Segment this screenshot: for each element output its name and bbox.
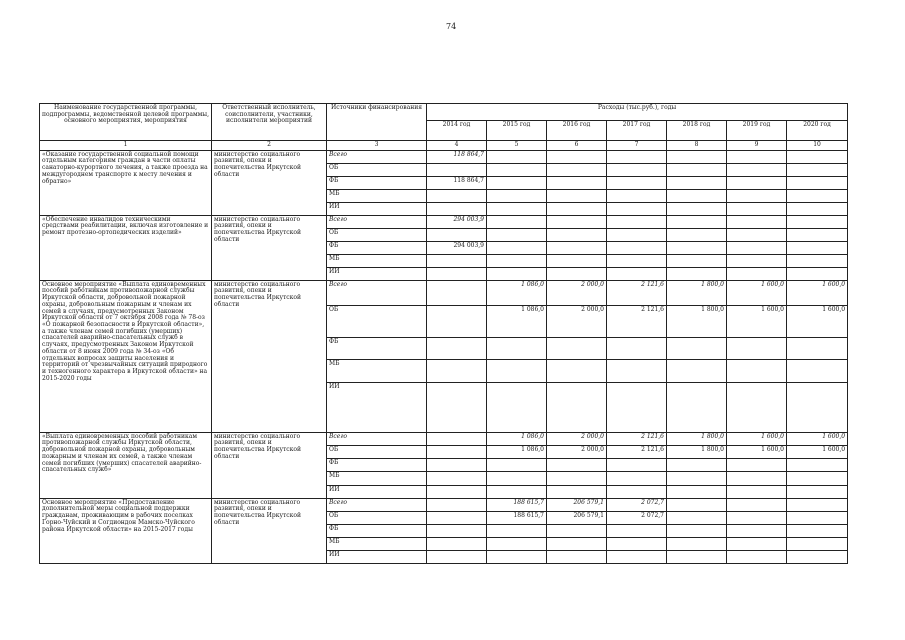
value-cell — [727, 537, 787, 550]
value-cell — [427, 202, 487, 215]
executor: министерство социального развития, опеки и попечительства Иркутской области — [212, 280, 327, 432]
value-cell — [787, 176, 848, 189]
value-cell — [667, 241, 727, 254]
value-cell — [427, 382, 487, 432]
value-cell: 2 121,6 — [607, 280, 667, 305]
value-cell: 1 600,0 — [727, 305, 787, 337]
value-cell — [547, 202, 607, 215]
value-cell — [487, 254, 547, 267]
value-cell — [607, 254, 667, 267]
value-cell — [487, 150, 547, 163]
funding-source-label: ИИ — [327, 267, 427, 280]
value-cell — [487, 337, 547, 359]
program-name: «Выплата единовременных пособий работникам противопожарной службы Иркутской области, добровольной пожарной охраны, добровольным пожарным и членам их семей, а также членам семей погибших (умерших) спасателей аварийно-спасательных служб» — [40, 432, 212, 498]
value-cell — [607, 537, 667, 550]
value-cell — [547, 267, 607, 280]
value-cell — [787, 485, 848, 498]
column-number: 5 — [487, 141, 547, 151]
value-cell — [427, 524, 487, 537]
value-cell — [727, 241, 787, 254]
value-cell — [427, 471, 487, 485]
funding-source-label: ИИ — [327, 550, 427, 563]
executor: министерство социального развития, опеки и попечительства Иркутской области — [212, 150, 327, 215]
value-cell: 2 121,6 — [607, 305, 667, 337]
value-cell — [607, 458, 667, 471]
funding-source-label: ФБ — [327, 241, 427, 254]
column-number: 9 — [727, 141, 787, 151]
value-cell — [427, 359, 487, 382]
funding-source-label: ФБ — [327, 458, 427, 471]
value-cell — [427, 254, 487, 267]
value-cell — [787, 189, 848, 202]
value-cell — [427, 280, 487, 305]
value-cell — [667, 337, 727, 359]
value-cell — [487, 471, 547, 485]
value-cell — [547, 189, 607, 202]
table-row — [40, 432, 848, 445]
value-cell — [607, 550, 667, 563]
value-cell: 2 000,0 — [547, 280, 607, 305]
funding-source-label: МБ — [327, 471, 427, 485]
funding-source-label: Всего — [327, 280, 427, 305]
value-cell — [667, 458, 727, 471]
value-cell — [607, 176, 667, 189]
value-cell — [727, 382, 787, 432]
column-number: 8 — [667, 141, 727, 151]
value-cell — [667, 382, 727, 432]
value-cell — [607, 241, 667, 254]
funding-source-label: Всего — [327, 150, 427, 163]
value-cell — [607, 382, 667, 432]
year-header: 2018 год — [667, 121, 727, 141]
value-cell — [667, 163, 727, 176]
value-cell — [787, 550, 848, 563]
value-cell — [727, 524, 787, 537]
value-cell: 1 600,0 — [787, 432, 848, 445]
value-cell — [787, 382, 848, 432]
value-cell — [547, 176, 607, 189]
value-cell — [787, 359, 848, 382]
value-cell — [727, 511, 787, 524]
value-cell — [667, 498, 727, 511]
value-cell — [787, 524, 848, 537]
table-row — [40, 150, 848, 163]
value-cell — [667, 511, 727, 524]
value-cell — [667, 228, 727, 241]
column-number: 4 — [427, 141, 487, 151]
column-number: 3 — [327, 141, 427, 151]
value-cell — [607, 471, 667, 485]
value-cell — [727, 471, 787, 485]
value-cell — [487, 163, 547, 176]
value-cell — [607, 228, 667, 241]
header-expenses: Расходы (тыс.руб.), годы — [427, 104, 848, 121]
header-source: Источники финансирования — [327, 104, 427, 141]
value-cell — [787, 254, 848, 267]
program-name: Основное мероприятие «Выплата единовременных пособий работникам противопожарной службы Иркутской области, добровольной пожарной охраны, добровольным пожарным и членам их семей в случаях, предусмотренных Законом Иркутской области от 7 октября 2008 года № 78-оз «О пожарной безопасности в Иркутской области», а также членам семей погибших (умерших) спасателей аварийно-спасательных служб в случаях, предусмотренных Законом Иркутской области от 8 июня 2009 года № 34-оз «Об отдельных вопросах защиты населения и территорий от чрезвычайных ситуаций природного и техногенного характера в Иркутской области» на 2015-2020 годы — [40, 280, 212, 432]
funding-source-label: ОБ — [327, 445, 427, 458]
value-cell — [427, 432, 487, 445]
value-cell: 1 600,0 — [727, 432, 787, 445]
value-cell — [487, 537, 547, 550]
value-cell — [727, 150, 787, 163]
value-cell — [547, 150, 607, 163]
table-row — [40, 280, 848, 305]
value-cell — [427, 550, 487, 563]
funding-source-label: Всего — [327, 432, 427, 445]
table-row — [40, 215, 848, 228]
value-cell — [547, 241, 607, 254]
value-cell — [487, 215, 547, 228]
value-cell — [787, 163, 848, 176]
value-cell — [547, 254, 607, 267]
value-cell — [607, 359, 667, 382]
value-cell — [667, 537, 727, 550]
executor: министерство социального развития, опеки и попечительства Иркутской области — [212, 432, 327, 498]
value-cell — [787, 150, 848, 163]
value-cell — [487, 485, 547, 498]
funding-source-label: ИИ — [327, 485, 427, 498]
value-cell — [487, 202, 547, 215]
value-cell — [727, 267, 787, 280]
value-cell — [547, 382, 607, 432]
funding-source-label: МБ — [327, 359, 427, 382]
value-cell: 2 000,0 — [547, 445, 607, 458]
value-cell — [787, 511, 848, 524]
value-cell — [667, 215, 727, 228]
value-cell: 1 800,0 — [667, 432, 727, 445]
funding-source-label: ИИ — [327, 382, 427, 432]
value-cell — [667, 254, 727, 267]
value-cell: 188 615,7 — [487, 511, 547, 524]
value-cell — [427, 267, 487, 280]
value-cell — [667, 485, 727, 498]
value-cell — [667, 189, 727, 202]
value-cell — [727, 189, 787, 202]
header-executor: Ответственный исполнитель, соисполнители, участники, исполнители мероприятий — [212, 104, 327, 141]
value-cell — [667, 550, 727, 563]
value-cell — [547, 228, 607, 241]
value-cell: 1 600,0 — [787, 280, 848, 305]
funding-source-label: ОБ — [327, 163, 427, 176]
value-cell: 2 072,7 — [607, 511, 667, 524]
value-cell: 1 086,0 — [487, 445, 547, 458]
value-cell: 206 579,1 — [547, 498, 607, 511]
value-cell — [487, 382, 547, 432]
value-cell — [427, 163, 487, 176]
value-cell — [727, 337, 787, 359]
value-cell — [487, 189, 547, 202]
funding-source-label: ФБ — [327, 337, 427, 359]
year-header: 2019 год — [727, 121, 787, 141]
value-cell: 2 000,0 — [547, 305, 607, 337]
column-number: 2 — [212, 141, 327, 151]
funding-source-label: ОБ — [327, 228, 427, 241]
value-cell — [547, 550, 607, 563]
value-cell — [667, 150, 727, 163]
column-number: 1 — [40, 141, 212, 151]
value-cell: 118 864,7 — [427, 176, 487, 189]
page-number: 74 — [446, 22, 457, 31]
value-cell — [547, 485, 607, 498]
value-cell — [607, 150, 667, 163]
column-number: 10 — [787, 141, 848, 151]
value-cell — [487, 550, 547, 563]
year-header: 2015 год — [487, 121, 547, 141]
value-cell — [787, 228, 848, 241]
program-name: Основное мероприятие «Предоставление дополнительной меры социальной поддержки гражданам, проживающим в рабочих поселках Горно-Чуйский и Согдиондон Мамско-Чуйского района Иркутской области» на 2015-2017 годы — [40, 498, 212, 563]
value-cell — [607, 485, 667, 498]
value-cell — [667, 202, 727, 215]
budget-table — [39, 103, 848, 564]
year-header: 2017 год — [607, 121, 667, 141]
value-cell: 2 072,7 — [607, 498, 667, 511]
value-cell — [487, 176, 547, 189]
value-cell: 2 121,6 — [607, 445, 667, 458]
value-cell: 188 615,7 — [487, 498, 547, 511]
column-number: 7 — [607, 141, 667, 151]
funding-source-label: МБ — [327, 189, 427, 202]
value-cell — [727, 163, 787, 176]
value-cell — [427, 305, 487, 337]
value-cell — [667, 267, 727, 280]
value-cell — [547, 537, 607, 550]
executor: министерство социального развития, опеки и попечительства Иркутской области — [212, 498, 327, 563]
value-cell: 294 003,9 — [427, 241, 487, 254]
value-cell: 1 600,0 — [727, 445, 787, 458]
program-name: «Обеспечение инвалидов техническими средствами реабилитации, включая изготовление и ремонт протезно-ортопедических изделий» — [40, 215, 212, 280]
value-cell — [547, 458, 607, 471]
program-name: «Оказание государственной социальной помощи отдельным категориям граждан в части оплаты санаторно-курортного лечения, а также проезда на междугороднем транспорте к месту лечения и обратно» — [40, 150, 212, 215]
value-cell: 1 800,0 — [667, 445, 727, 458]
value-cell — [547, 337, 607, 359]
value-cell: 1 086,0 — [487, 280, 547, 305]
value-cell — [547, 471, 607, 485]
funding-source-label: Всего — [327, 215, 427, 228]
value-cell: 294 003,9 — [427, 215, 487, 228]
value-cell: 206 579,1 — [547, 511, 607, 524]
value-cell — [427, 498, 487, 511]
value-cell — [787, 215, 848, 228]
value-cell — [607, 202, 667, 215]
value-cell: 1 600,0 — [787, 445, 848, 458]
value-cell — [427, 537, 487, 550]
value-cell — [727, 228, 787, 241]
value-cell — [487, 241, 547, 254]
value-cell — [547, 359, 607, 382]
value-cell: 2 121,6 — [607, 432, 667, 445]
value-cell — [487, 228, 547, 241]
value-cell — [727, 550, 787, 563]
value-cell — [427, 189, 487, 202]
year-header: 2014 год — [427, 121, 487, 141]
funding-source-label: ОБ — [327, 305, 427, 337]
funding-source-label: Всего — [327, 498, 427, 511]
executor: министерство социального развития, опеки и попечительства Иркутской области — [212, 215, 327, 280]
value-cell — [727, 215, 787, 228]
value-cell — [607, 337, 667, 359]
value-cell — [547, 163, 607, 176]
value-cell — [667, 471, 727, 485]
value-cell — [487, 458, 547, 471]
value-cell — [727, 254, 787, 267]
value-cell: 1 800,0 — [667, 280, 727, 305]
value-cell — [727, 202, 787, 215]
value-cell — [667, 176, 727, 189]
value-cell: 2 000,0 — [547, 432, 607, 445]
value-cell: 1 600,0 — [787, 305, 848, 337]
value-cell — [727, 458, 787, 471]
funding-source-label: ОБ — [327, 511, 427, 524]
value-cell — [427, 458, 487, 471]
value-cell — [547, 215, 607, 228]
value-cell — [787, 202, 848, 215]
value-cell — [487, 524, 547, 537]
value-cell: 1 086,0 — [487, 432, 547, 445]
value-cell — [787, 337, 848, 359]
value-cell — [607, 215, 667, 228]
column-number: 6 — [547, 141, 607, 151]
header-name: Наименование государственной программы, подпрограммы, ведомственной целевой программы, основного мероприятия, мероприятия — [40, 104, 212, 141]
value-cell — [427, 337, 487, 359]
funding-source-label: МБ — [327, 254, 427, 267]
value-cell: 1 800,0 — [667, 305, 727, 337]
value-cell — [487, 267, 547, 280]
funding-source-label: ФБ — [327, 524, 427, 537]
value-cell — [487, 359, 547, 382]
funding-source-label: ФБ — [327, 176, 427, 189]
table-row — [40, 498, 848, 511]
value-cell — [787, 537, 848, 550]
value-cell — [787, 458, 848, 471]
value-cell — [427, 445, 487, 458]
value-cell: 118 864,7 — [427, 150, 487, 163]
value-cell — [427, 228, 487, 241]
value-cell — [547, 524, 607, 537]
value-cell — [727, 359, 787, 382]
value-cell: 1 086,0 — [487, 305, 547, 337]
value-cell — [787, 498, 848, 511]
value-cell — [727, 485, 787, 498]
funding-source-label: МБ — [327, 537, 427, 550]
value-cell — [787, 241, 848, 254]
value-cell — [787, 267, 848, 280]
value-cell — [727, 498, 787, 511]
value-cell — [427, 485, 487, 498]
value-cell — [607, 163, 667, 176]
value-cell — [667, 524, 727, 537]
value-cell — [607, 524, 667, 537]
value-cell: 1 600,0 — [727, 280, 787, 305]
value-cell — [787, 471, 848, 485]
value-cell — [427, 511, 487, 524]
value-cell — [607, 267, 667, 280]
year-header: 2020 год — [787, 121, 848, 141]
year-header: 2016 год — [547, 121, 607, 141]
funding-source-label: ИИ — [327, 202, 427, 215]
value-cell — [667, 359, 727, 382]
value-cell — [607, 189, 667, 202]
value-cell — [727, 176, 787, 189]
